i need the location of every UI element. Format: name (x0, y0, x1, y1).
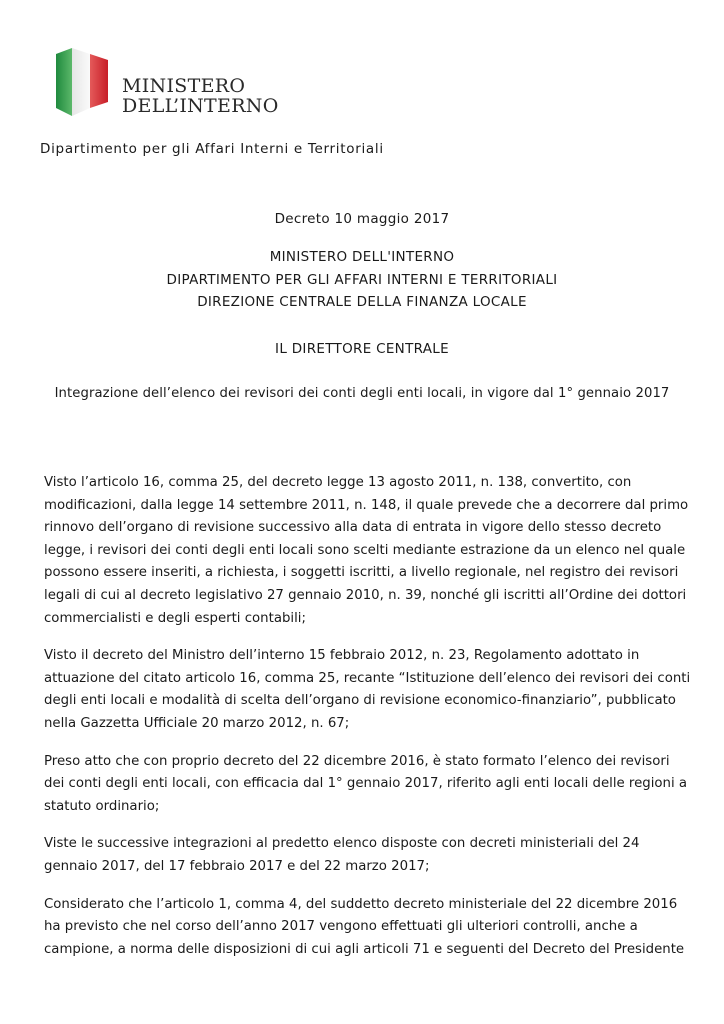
paragraph: Visto il decreto del Ministro dell’interno 15 febbraio 2012, n. 23, Regolamento adottato in attuazione del citato articolo 16, comma 25, recante “Istituzione dell’elenco dei revisori dei conti degli enti locali e modalità di scelta dell’organo di revisione economico-finanziario”, pubblicato nella Gazzetta Ufficiale 20 marzo 2012, n. 67; (44, 648, 691, 731)
paragraph: Viste le successive integrazioni al predetto elenco disposte con decreti ministeriali del 24 gennaio 2017, del 17 febbraio 2017 e del 22 marzo 2017; (44, 836, 640, 874)
director-heading: IL DIRETTORE CENTRALE (275, 341, 449, 357)
logo-line-1: MINISTERO (122, 75, 246, 97)
paragraph: Preso atto che con proprio decreto del 22 dicembre 2016, è stato formato l’elenco dei revisori dei conti degli enti locali, con efficacia dal 1° gennaio 2017, riferito agli enti locali delle regioni a statuto ordinario; (44, 753, 688, 814)
logo-line-2: DELL’INTERNO (122, 95, 279, 117)
decree-title: Decreto 10 maggio 2017 (274, 211, 450, 227)
logo-wordmark (122, 76, 279, 116)
decree-subject: Integrazione dell’elenco dei revisori dei conti degli enti locali, in vigore dal 1° gennaio 2017 (54, 386, 670, 401)
decree-body (44, 472, 694, 976)
ministry-logo (52, 46, 292, 116)
department-name: Dipartimento per gli Affari Interni e Territoriali (40, 141, 384, 157)
heading-ministry: MINISTERO DELL'INTERNO (269, 249, 455, 265)
paragraph: Considerato che l’articolo 1, comma 4, del suddetto decreto ministeriale del 22 dicembre 2016 ha previsto che nel corso dell’anno 2017 vengono effettuati gli ulteriori controlli, anche a campione, a norma delle disposizioni di cui agli articoli 71 e seguenti del Decreto del Presidente (44, 896, 685, 957)
heading-directorate: DIREZIONE CENTRALE DELLA FINANZA LOCALE (197, 294, 527, 310)
heading-department: DIPARTIMENTO PER GLI AFFARI INTERNI E TERRITORIALI (166, 271, 558, 288)
paragraph: Visto l’articolo 16, comma 25, del decreto legge 13 agosto 2011, n. 138, convertito, con modificazioni, dalla legge 14 settembre 2011, n. 148, il quale prevede che a decorrere dal primo rinnovo dell’organo di revisione successivo alla data di entrata in vigore dello stesso decreto legge, i revisori dei conti degli enti locali sono scelti mediante estrazione da un elenco nel quale possono essere inseriti, a richiesta, i soggetti iscritti, a livello regionale, nel registro dei revisori legali di cui al decreto legislativo 27 gennaio 2010, n. 39, nonché gli iscritti all’Ordine dei dottori commercialisti e degli esperti contabili; (44, 475, 689, 626)
italian-flag-emblem (52, 46, 112, 116)
decree-headings (0, 246, 724, 314)
